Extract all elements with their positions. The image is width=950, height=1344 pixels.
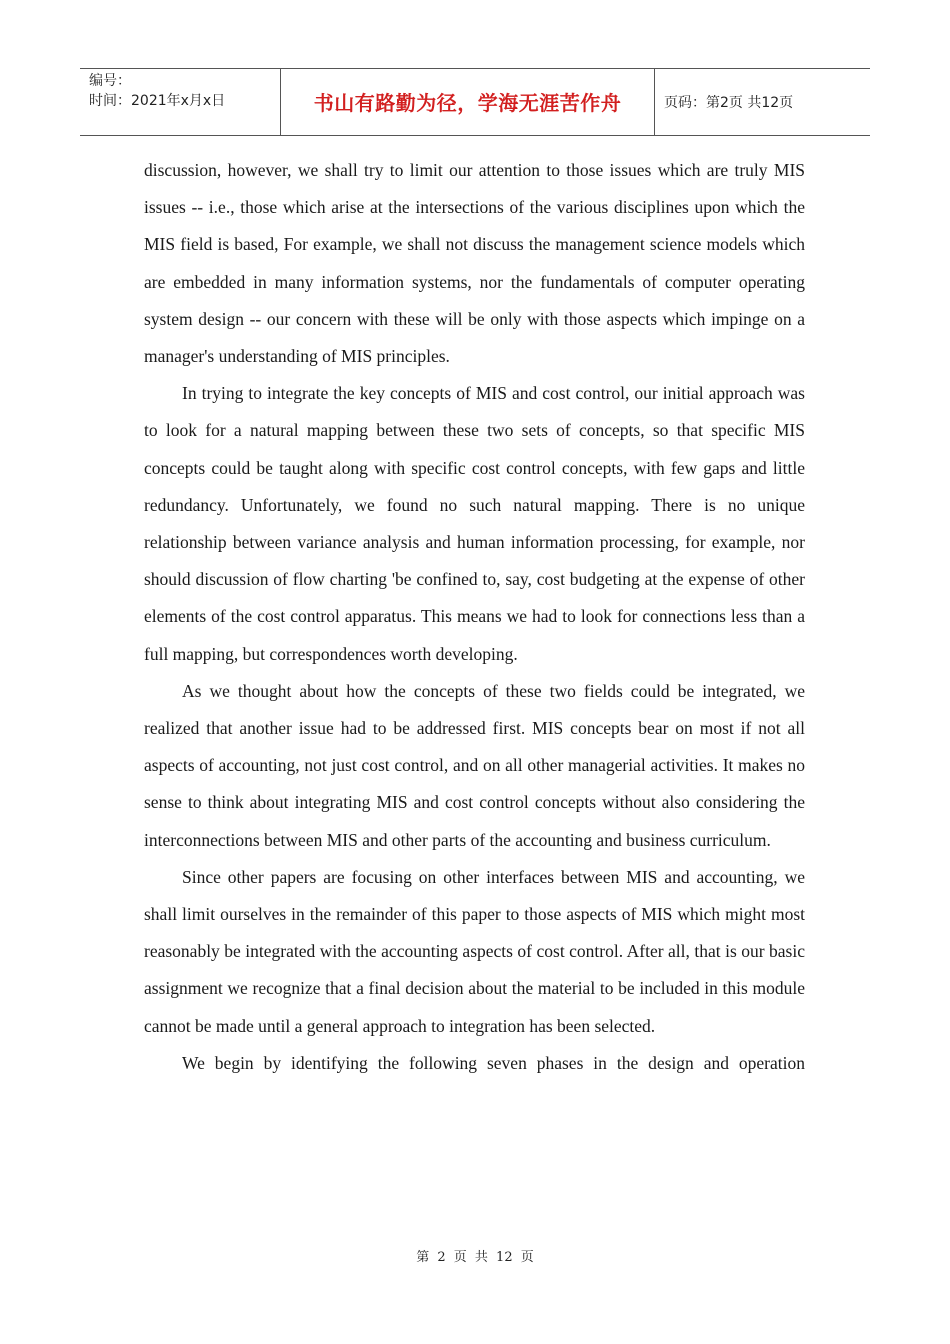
date-label: 时间：2021年x月x日 — [89, 93, 226, 109]
paragraph-5: We begin by identifying the following seven phases in the design and operation — [182, 1052, 805, 1073]
paragraph-1: discussion, however, we shall try to limit our attention to those issues which are truly MIS issues -- i.e., those which arise at the intersections of the various disciplines upon which the MIS field is based, For example, we shall not discuss the management science models which are embedded in many information systems, nor the fundamentals of computer operating system design -- our concern with these will be only with those aspects which impinge on a manager's understanding of MIS principles. — [144, 160, 805, 367]
page-header — [80, 68, 870, 136]
paragraph-4: Since other papers are focusing on other interfaces between MIS and accounting, we shall limit ourselves in the remainder of this paper to those aspects of MIS which might most reasonably be integrated with the accounting aspects of cost control. After all, that is our basic assignment we recognize that a final decision about the material to be included in this module cannot be made until a general approach to integration has been selected. — [144, 866, 805, 1036]
paragraph-3: As we thought about how the concepts of these two fields could be integrated, we realized that another issue had to be addressed first. MIS concepts bear on most if not all aspects of accounting, not just cost control, and on all other managerial activities. It makes no sense to think about integrating MIS and cost control concepts without also considering the interconnections between MIS and other parts of the accounting and business curriculum. — [144, 680, 805, 850]
document-body — [144, 152, 805, 1082]
header-motto: 书山有路勤为径，学海无涯苦作舟 — [281, 69, 655, 135]
header-page-info: 页码：第2页 共12页 — [664, 95, 794, 111]
header-meta — [80, 69, 281, 135]
paragraph-2: In trying to integrate the key concepts of MIS and cost control, our initial approach was to look for a natural mapping between these two sets of concepts, so that specific MIS concepts could be taught along with specific cost control concepts, with few gaps and little redundancy. Unfortunately, we found no such natural mapping. There is no unique relationship between variance analysis and human information processing, for example, nor should discussion of flow charting 'be confined to, say, cost budgeting at the expense of other elements of the cost control apparatus. This means we had to look for connections less than a full mapping, but correspondences worth developing. — [144, 383, 805, 664]
serial-number-label: 编号： — [89, 73, 131, 89]
page-footer: 第 2 页 共 12 页 — [416, 1250, 534, 1265]
